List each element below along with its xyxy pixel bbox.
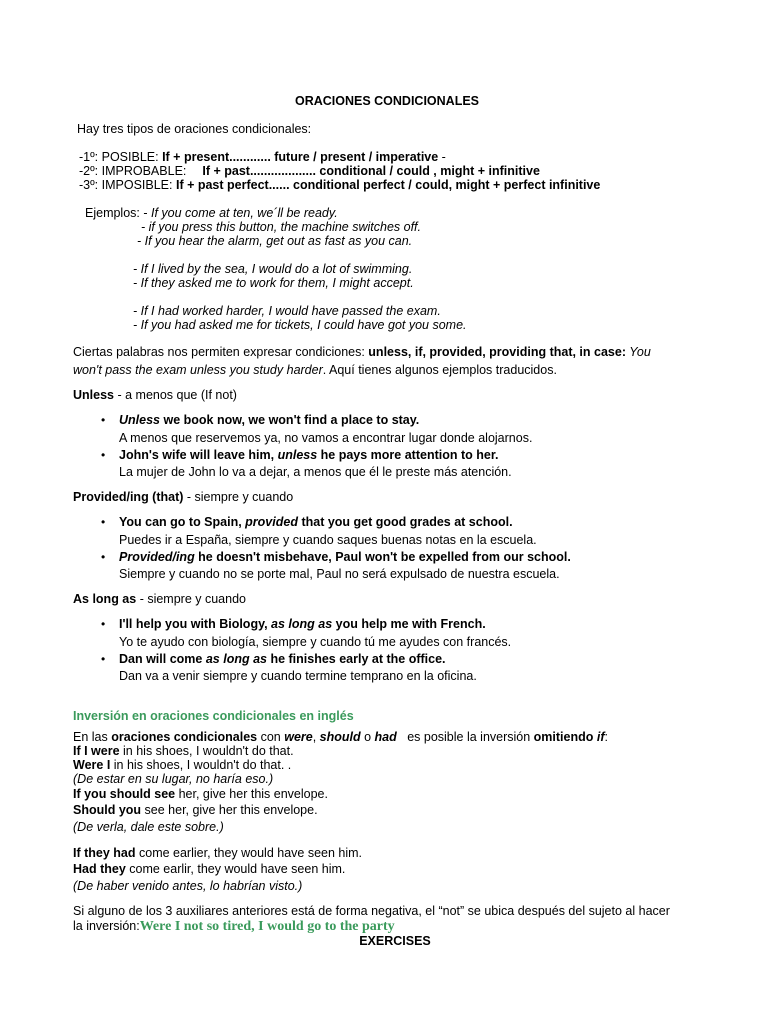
aslongas-rest-2: he finishes early at the office. xyxy=(266,652,446,666)
inv-ex3-rest: her, give her this envelope. xyxy=(175,787,328,801)
inv-ex1-bold: If I were xyxy=(73,744,120,758)
example-1: If you come at ten, we´ll be ready. xyxy=(151,206,338,220)
bullet-icon: • xyxy=(101,617,106,631)
unless-translation-2: La mujer de John lo va a dejar, a menos que él le preste más atención. xyxy=(119,465,512,479)
provided-example-1 xyxy=(119,515,513,530)
inversion-example-1 xyxy=(73,744,294,759)
unless-pre-2: John's wife will leave him, xyxy=(119,448,278,462)
provided-head: Provided/ing (that) xyxy=(73,490,184,504)
inv-intro-a: En las xyxy=(73,730,112,744)
para1-line-1 xyxy=(73,345,651,360)
para1-keywords: unless, if, provided, providing that, in case: xyxy=(368,345,626,359)
inversion-example-5 xyxy=(73,846,362,861)
unless-em-1: Unless xyxy=(119,413,160,427)
inv-intro-h: had xyxy=(374,730,397,744)
example-4: - If I lived by the sea, I would do a lot of swimming. xyxy=(133,262,413,276)
aslongas-pre-2: Dan will come xyxy=(119,652,206,666)
unless-translation-1: A menos que reservemos ya, no vamos a encontrar lugar donde alojarnos. xyxy=(119,431,533,445)
inv-intro-l: if xyxy=(596,730,605,744)
provided-heading xyxy=(73,490,293,505)
provided-rest-1: that you get good grades at school. xyxy=(297,515,513,529)
inv-intro-d: were xyxy=(284,730,313,744)
negative-note-prefix: la inversión: xyxy=(73,919,140,933)
example-6: - If I had worked harder, I would have passed the exam. xyxy=(133,304,441,318)
type-3-label: -3º: IMPOSIBLE: xyxy=(79,178,176,192)
unless-example-1 xyxy=(119,413,419,428)
aslongas-meaning: - siempre y cuando xyxy=(136,592,246,606)
provided-meaning: - siempre y cuando xyxy=(183,490,294,504)
provided-example-2 xyxy=(119,550,571,565)
inv-intro-m: : xyxy=(604,730,608,744)
unless-rest-1: we book now, we won't find a place to stay. xyxy=(160,413,420,427)
inv-intro-b: oraciones condicionales xyxy=(111,730,258,744)
inv-ex1-rest: in his shoes, I wouldn't do that. xyxy=(119,744,294,758)
bullet-icon: • xyxy=(101,652,106,666)
aslongas-example-1 xyxy=(119,617,486,632)
inv-ex2-rest: in his shoes, I wouldn't do that. . xyxy=(110,758,292,772)
inversion-heading: Inversión en oraciones condicionales en inglés xyxy=(73,709,354,723)
type-1-formula: If + present............ future / present / imperative xyxy=(162,150,439,164)
type-1-label: -1º: POSIBLE: xyxy=(79,150,163,164)
type-2-label: -2º: IMPROBABLE: xyxy=(79,164,187,178)
inversion-example-2 xyxy=(73,758,291,773)
inv-intro-f: should xyxy=(319,730,361,744)
intro-text: Hay tres tipos de oraciones condicionales: xyxy=(77,122,312,136)
provided-em-2: Provided/ing xyxy=(119,550,195,564)
page-title: ORACIONES CONDICIONALES xyxy=(294,94,480,108)
aslongas-pre-1: I'll help you with Biology, xyxy=(119,617,272,631)
para1-e: . Aquí tienes algunos ejemplos traducidos. xyxy=(322,363,557,377)
para1-d: won't pass the exam unless you study harder xyxy=(73,363,323,377)
aslongas-head: As long as xyxy=(73,592,137,606)
unless-em-2: unless xyxy=(277,448,318,462)
inversion-example-4 xyxy=(73,803,318,818)
aslongas-example-2 xyxy=(119,652,446,667)
type-3-formula: If + past perfect...... conditional perfect / could, might + perfect infinitive xyxy=(175,178,601,192)
inv-ex6-rest: come earlir, they would have seen him. xyxy=(125,862,346,876)
type-2-formula: If + past................... conditional / could , might + infinitive xyxy=(202,164,540,178)
inv-ex4-bold: Should you xyxy=(73,803,142,817)
bullet-icon: • xyxy=(101,413,106,427)
unless-example-2 xyxy=(119,448,498,463)
provided-pre-1: You can go to Spain, xyxy=(119,515,246,529)
inversion-example-6 xyxy=(73,862,345,877)
bullet-icon: • xyxy=(101,550,106,564)
example-5: - If they asked me to work for them, I might accept. xyxy=(133,276,414,290)
unless-head: Unless xyxy=(73,388,114,402)
unless-meaning: - a menos que (If not) xyxy=(114,388,237,402)
inversion-translation-1: (De estar en su lugar, no haría eso.) xyxy=(73,772,274,786)
inv-ex5-bold: If they had xyxy=(73,846,136,860)
negative-note-line-2 xyxy=(73,919,395,934)
inv-intro-j: omitiendo xyxy=(533,730,594,744)
type-1-tail: - xyxy=(438,150,446,164)
aslongas-translation-1: Yo te ayudo con biología, siempre y cuando tú me ayudes con francés. xyxy=(119,635,512,649)
provided-translation-2: Siempre y cuando no se porte mal, Paul no será expulsado de nuestra escuela. xyxy=(119,567,560,581)
example-3: - If you hear the alarm, get out as fast as you can. xyxy=(137,234,413,248)
provided-translation-1: Puedes ir a España, siempre y cuando saques buenas notas en la escuela. xyxy=(119,533,537,547)
inv-intro-i: es posible la inversión xyxy=(396,730,534,744)
examples-label: Ejemplos: - xyxy=(85,206,151,220)
inv-intro-e: , xyxy=(312,730,320,744)
aslongas-em-1: as long as xyxy=(271,617,333,631)
unless-heading xyxy=(73,388,237,403)
unless-rest-2: he pays more attention to her. xyxy=(317,448,499,462)
negative-note-line-1: Si alguno de los 3 auxiliares anteriores está de forma negativa, el “not” se ubica después del sujeto al hacer xyxy=(73,904,670,918)
provided-em-1: provided xyxy=(245,515,298,529)
examples-line-1 xyxy=(85,206,338,221)
aslongas-rest-1: you help me with French. xyxy=(332,617,486,631)
exercises-heading: EXERCISES xyxy=(359,934,431,948)
type-1 xyxy=(79,150,446,165)
inv-intro-c: con xyxy=(257,730,285,744)
negative-example: Were I not so tired, I would go to the party xyxy=(139,919,395,934)
provided-rest-2: he doesn't misbehave, Paul won't be expelled from our school. xyxy=(194,550,571,564)
type-3 xyxy=(79,178,600,193)
aslongas-translation-2: Dan va a venir siempre y cuando termine temprano en la oficina. xyxy=(119,669,477,683)
inv-intro-g: o xyxy=(360,730,375,744)
bullet-icon: • xyxy=(101,448,106,462)
para1-line-2 xyxy=(73,363,557,378)
inversion-translation-2: (De verla, dale este sobre.) xyxy=(73,820,224,834)
inversion-translation-3: (De haber venido antes, lo habrían visto.) xyxy=(73,879,303,893)
inv-ex5-rest: come earlier, they would have seen him. xyxy=(135,846,363,860)
inv-ex2-bold: Were I xyxy=(73,758,111,772)
inv-ex6-bold: Had they xyxy=(73,862,126,876)
aslongas-em-2: as long as xyxy=(205,652,267,666)
example-7: - If you had asked me for tickets, I could have got you some. xyxy=(133,318,467,332)
bullet-icon: • xyxy=(101,515,106,529)
inversion-example-3 xyxy=(73,787,328,802)
example-2: - if you press this button, the machine switches off. xyxy=(141,220,421,234)
aslongas-heading xyxy=(73,592,246,607)
inv-ex4-rest: see her, give her this envelope. xyxy=(141,803,318,817)
inversion-intro xyxy=(73,730,608,745)
inv-ex3-bold: If you should see xyxy=(73,787,176,801)
type-2 xyxy=(79,164,540,179)
para1-a: Ciertas palabras nos permiten expresar condiciones: xyxy=(73,345,369,359)
para1-c: You xyxy=(625,345,651,359)
